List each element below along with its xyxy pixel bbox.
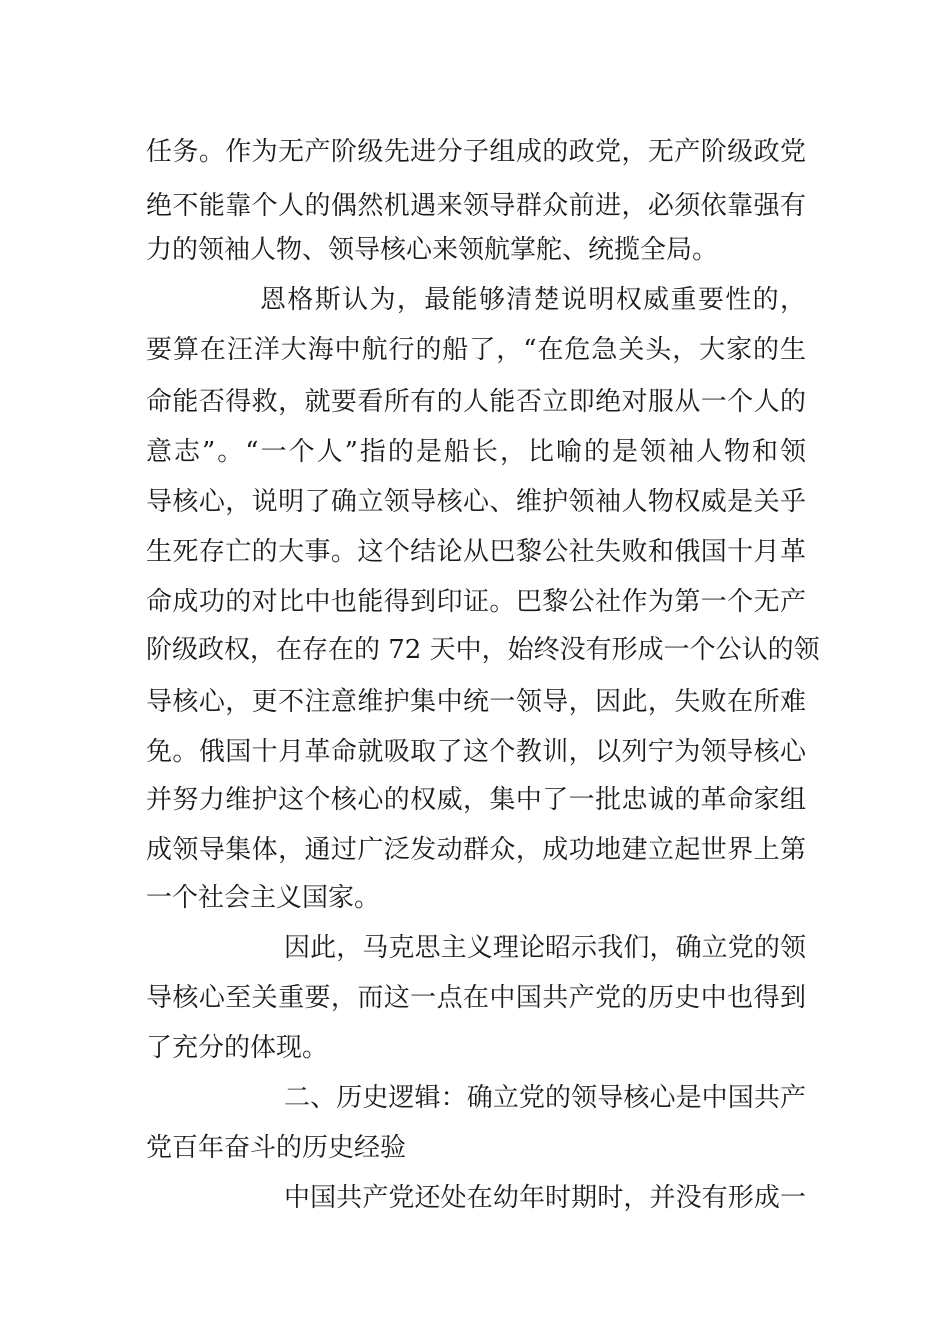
text-line: 阶级政权，在存在的 72 天中，始终没有形成一个公认的领	[146, 635, 820, 665]
paragraph-start-line: 因此，马克思主义理论昭示我们，确立党的领	[284, 933, 806, 963]
section-heading-line: 党百年奋斗的历史经验	[146, 1133, 407, 1163]
text-line: 力的领袖人物、领导核心来领航掌舵、统揽全局。	[146, 235, 719, 265]
text-line: 免。俄国十月革命就吸取了这个教训，以列宁为领导核心	[146, 737, 806, 767]
text-line: 任务。作为无产阶级先进分子组成的政党，无产阶级政党	[146, 137, 806, 167]
text-line: 命成功的对比中也能得到印证。巴黎公社作为第一个无产	[146, 587, 806, 617]
text-line: 并努力维护这个核心的权威，集中了一批忠诚的革命家组	[146, 785, 806, 815]
text-line: 导核心，说明了确立领导核心、维护领袖人物权威是关乎	[146, 487, 806, 517]
text-line: 导核心至关重要，而这一点在中国共产党的历史中也得到	[146, 983, 806, 1013]
paragraph-start-line: 恩格斯认为，最能够清楚说明权威重要性的，	[260, 285, 806, 315]
text-line: 生死存亡的大事。这个结论从巴黎公社失败和俄国十月革	[146, 537, 806, 567]
text-line: 要算在汪洋大海中航行的船了，“在危急关头，大家的生	[146, 335, 806, 365]
text-line: 一个社会主义国家。	[146, 883, 381, 913]
text-line: 绝不能靠个人的偶然机遇来领导群众前进，必须依靠强有	[146, 191, 806, 221]
text-line: 命能否得救，就要看所有的人能否立即绝对服从一个人的	[146, 387, 806, 417]
text-line: 了充分的体现。	[146, 1033, 329, 1063]
text-line: 导核心，更不注意维护集中统一领导，因此，失败在所难	[146, 687, 806, 717]
text-line: 意志”。“一个人”指的是船长，比喻的是领袖人物和领	[146, 437, 806, 467]
paragraph-start-line: 中国共产党还处在幼年时期时，并没有形成一	[284, 1183, 806, 1213]
text-line: 成领导集体，通过广泛发动群众，成功地建立起世界上第	[146, 835, 806, 865]
section-heading-line: 二、历史逻辑：确立党的领导核心是中国共产	[284, 1083, 806, 1113]
